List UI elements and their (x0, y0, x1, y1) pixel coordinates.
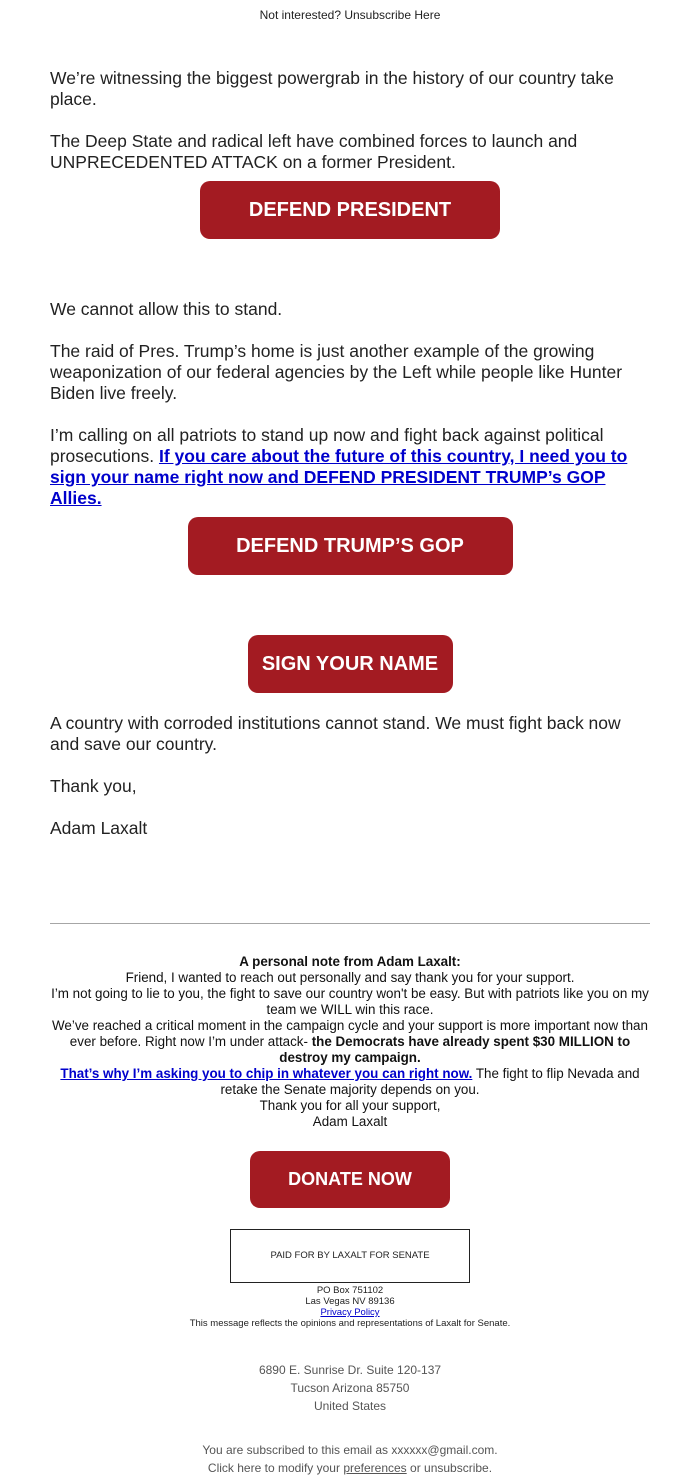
donate-button-wrap (0, 1151, 700, 1208)
note-line-3-bold: the Democrats have already spent $30 MILLION to destroy my campaign. (279, 1034, 631, 1065)
defend-trump-button-wrap (50, 181, 650, 279)
footer-country: United States (313, 1399, 387, 1413)
po-box: PO Box 751102 (316, 1285, 384, 1296)
personal-note (50, 954, 650, 1130)
note-line-1: Friend, I wanted to reach out personally and say thank you for your support. (125, 970, 575, 985)
subscribed-text: You are subscribed to this email as xxxxxx@gmail.com. (202, 1443, 498, 1457)
sign-name-inline-link[interactable]: If you care about the future of this country, I need you to sign your name right now and DEFEND PRESIDENT TRUMP’s GOP Allies. (50, 446, 628, 508)
footer-city: Tucson Arizona 85750 (290, 1381, 410, 1395)
legal-city: Las Vegas NV 89136 (305, 1296, 395, 1307)
footer-address (0, 1361, 700, 1415)
sign-name-button-wrap (50, 635, 650, 693)
note-line-3 (50, 1018, 650, 1066)
paid-for-box: PAID FOR BY LAXALT FOR SENATE (230, 1229, 470, 1283)
unsubscribe-bar (0, 0, 700, 28)
unsubscribe-link[interactable]: Not interested? Unsubscribe Here (259, 8, 441, 22)
email-body (50, 28, 650, 839)
modify-post-text: or unsubscribe. (406, 1461, 493, 1475)
legal-address (0, 1285, 700, 1329)
paragraph-2: The Deep State and radical left have combined forces to launch and UNPRECEDENTED ATTACK on a former President. (50, 131, 578, 172)
privacy-policy-link[interactable]: Privacy Policy (320, 1307, 380, 1318)
paragraph-6: A country with corroded institutions cannot stand. We must fight back now and save our country. (50, 713, 621, 754)
modify-pre-text: Click here to modify your (207, 1461, 344, 1475)
preferences-link[interactable]: preferences (343, 1461, 407, 1475)
chip-in-link[interactable]: That’s why I’m asking you to chip in whatever you can right now. (60, 1066, 473, 1081)
note-line-2: I’m not going to lie to you, the fight to save our country won't be easy. But with patriots like you on my team we WILL win this race. (51, 986, 649, 1017)
footer-subscription (0, 1441, 700, 1477)
donate-now-button[interactable]: DONATE NOW (250, 1151, 450, 1208)
note-line-4 (50, 1066, 650, 1098)
paragraph-1: We’re witnessing the biggest powergrab in the history of our country take place. (50, 68, 614, 109)
note-heading: A personal note from Adam Laxalt: (239, 954, 461, 969)
note-name: Adam Laxalt (312, 1114, 388, 1129)
gop-allies-button-wrap (50, 517, 650, 615)
paragraph-3: We cannot allow this to stand. (50, 299, 283, 319)
paragraph-5-text: I’m calling on all patriots to stand up now and fight back against political prosecutions. (50, 425, 604, 466)
disclaimer: This message reflects the opinions and representations of Laxalt for Senate. (189, 1318, 511, 1329)
closing: Thank you, (50, 776, 137, 796)
note-thanks: Thank you for all your support, (259, 1098, 441, 1113)
paragraph-4: The raid of Pres. Trump’s home is just another example of the growing weaponization of our federal agencies by the Left while people like Hunter Biden live freely. (50, 341, 623, 403)
sign-your-name-button[interactable]: SIGN YOUR NAME (248, 635, 453, 693)
divider (50, 923, 650, 924)
defend-gop-allies-button[interactable]: DEFEND TRUMP’S GOP ALLIES (188, 517, 513, 575)
note-line-3-text: We’ve reached a critical moment in the campaign cycle and your support is more important now than ever before. Right now I’m under attack- (52, 1018, 648, 1049)
footer-street: 6890 E. Sunrise Dr. Suite 120-137 (258, 1363, 442, 1377)
note-line-4-text: The fight to flip Nevada and retake the Senate majority depends on you. (220, 1066, 640, 1097)
paragraph-5 (50, 425, 650, 509)
defend-trump-button[interactable]: DEFEND PRESIDENT TRUMP (200, 181, 500, 239)
modify-line (0, 1459, 700, 1477)
signature: Adam Laxalt (50, 818, 148, 838)
